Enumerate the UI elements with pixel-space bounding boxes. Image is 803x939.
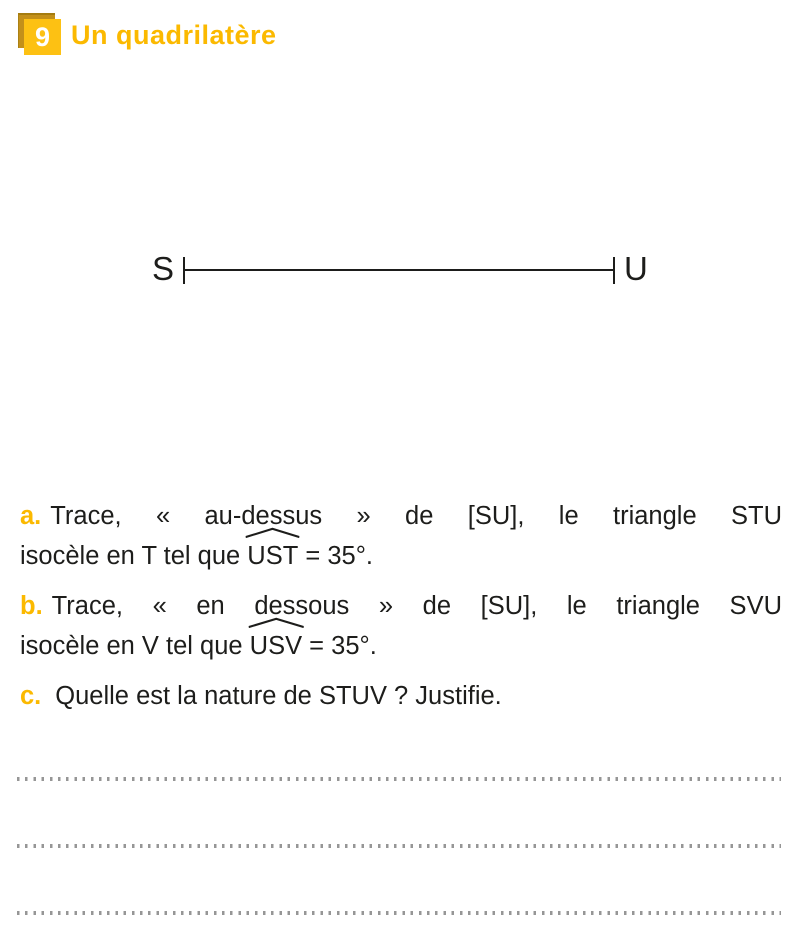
questions-block xyxy=(20,496,782,726)
answer-line xyxy=(17,911,781,915)
angle-notation-usv xyxy=(250,626,302,666)
question-b-line2 xyxy=(20,626,782,666)
question-a-line2 xyxy=(20,536,782,576)
question-a-text3: = 35°. xyxy=(298,542,374,570)
angle-notation-ust xyxy=(247,536,298,576)
segment-figure xyxy=(152,249,648,289)
angle-letters: USV xyxy=(249,632,303,660)
question-c-line1 xyxy=(20,676,782,716)
angle-letters: UST xyxy=(247,542,299,570)
exercise-title: Un quadrilatère xyxy=(71,20,277,50)
angle-hat-icon xyxy=(247,617,305,628)
question-c-label: c. xyxy=(20,682,42,710)
question-c xyxy=(20,676,782,716)
question-b-text1: Trace, « en dessous » de [SU], le triangle SVU xyxy=(51,592,782,620)
question-a-label: a. xyxy=(20,502,42,530)
question-a xyxy=(20,496,782,576)
question-b-text3: = 35°. xyxy=(302,632,377,660)
question-a-line1 xyxy=(20,496,782,536)
segment-su-drawing xyxy=(179,249,619,289)
question-b-line1 xyxy=(20,586,782,626)
question-c-text: Quelle est la nature de STUV ? Justifie. xyxy=(55,682,502,710)
question-b-label: b. xyxy=(20,592,43,620)
exercise-number: 9 xyxy=(24,19,61,55)
answer-line xyxy=(17,844,781,848)
question-b xyxy=(20,586,782,666)
angle-hat-icon xyxy=(244,527,301,538)
point-label-s: S xyxy=(152,250,175,287)
exercise-number-badge xyxy=(18,13,62,57)
question-a-text1: Trace, « au-dessus » de [SU], le triangle STU xyxy=(50,502,782,530)
point-label-u: U xyxy=(624,250,648,287)
question-a-text2: isocèle en T tel que xyxy=(20,542,248,570)
answer-line xyxy=(17,777,781,781)
question-b-text2: isocèle en V tel que xyxy=(20,632,250,660)
